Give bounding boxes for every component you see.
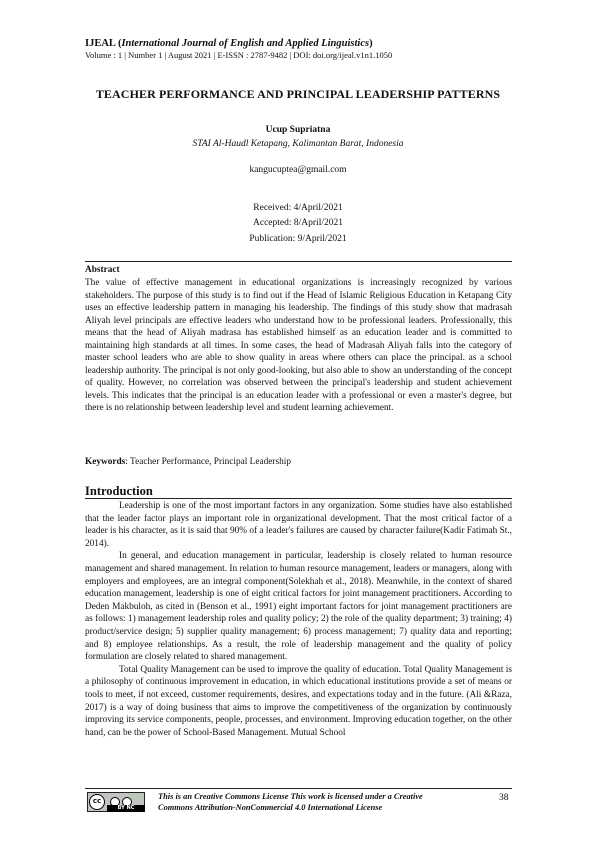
keywords-text: : Teacher Performance, Principal Leadership bbox=[125, 457, 291, 467]
footer-divider bbox=[85, 788, 512, 789]
journal-title: IJEAL (International Journal of English and Applied Linguistics) bbox=[85, 38, 373, 49]
introduction-body bbox=[85, 500, 512, 739]
section-divider bbox=[85, 498, 512, 499]
abstract-heading: Abstract bbox=[85, 265, 120, 275]
paragraph: In general, and education management in particular, leadership is closely related to human resource management and shared management. In relation to human resource management, leaders or managers, along with employers and employees, are an integral component(Solekhah et al., 2018). Meanwhile, in the context of shared education management, leadership is one of eight critical factors for joint management practitioners. According to Deden Makbuloh, as cited in (Benson et al., 1991) eight important factors for joint management practitioners are as follows: 1) management leadership roles and quality policy; 2) the role of the quality department; 3) training; 4) product/service design; 5) supplier quality management; 6) process management; 7) quality data and reporting; and 8) employee relationships. As a result, the role of leadership management and the quality of policy formulation are closely related to shared management. bbox=[85, 551, 512, 663]
cc-badge-text: BY NC bbox=[107, 805, 145, 812]
date-publication: Publication: 9/April/2021 bbox=[249, 234, 347, 244]
section-heading-introduction: Introduction bbox=[85, 484, 153, 498]
author-email: kangucuptea@gmail.com bbox=[249, 165, 347, 175]
author-affiliation: STAI Al-Haudl Ketapang, Kalimantan Barat, Indonesia bbox=[192, 139, 404, 149]
journal-meta: Volume : 1 | Number 1 | August 2021 | E-ISSN : 2787-9482 | DOI: doi.org/ijeal.v1n1.1050 bbox=[85, 50, 393, 60]
keywords-label: Keywords bbox=[85, 457, 126, 467]
abstract-text: The value of effective management in educational organizations is increasingly recognized by various stakeholders. The purpose of this study is to find out if the Head of Islamic Religious Education in Ketapang City uses an effective leadership pattern in managing his leadership. The findings of this study show that madrasah Aliyah level principals are effective leaders who understand how to be professional leaders. Professionally, this means that the head of Aliyah madrasa has established himself as an education leader and is committed to maintaining high standards at all times. In some cases, the head of Madrasah Aliyah falls into the category of master school leaders who are able to show quality in areas where others can place the principal. as a school leadership authority. The principal is not only good-looking, but also able to show an understanding of the concept of quality. However, no correlation was observed between the principal's leadership and student achievement levels. This indicates that the principal is an education leader with a professional or even a master's degree, but there is no relationship between leadership level and student learning achievement. bbox=[85, 278, 512, 414]
journal-header bbox=[85, 38, 515, 61]
author-name: Ucup Supriatna bbox=[265, 125, 331, 135]
license-line-1: This is an Creative Commons License This work is licensed under a Creative bbox=[158, 792, 423, 801]
license-line-2: Commons Attribution-NonCommercial 4.0 International License bbox=[158, 803, 383, 812]
abstract-divider bbox=[85, 261, 512, 262]
paragraph: Leadership is one of the most important factors in any organization. Some studies have also established that the leader factor plays an important role in organizational development. That the most critical factor of a leader is his character, as it is said that 90% of a leader's failures are caused by character failure(Kadir Fatimah St., 2014). bbox=[85, 501, 512, 549]
keywords bbox=[85, 456, 512, 468]
license-notice bbox=[158, 791, 458, 813]
article-title: TEACHER PERFORMANCE AND PRINCIPAL LEADERSHIP PATTERNS bbox=[95, 87, 501, 101]
page-number: 38 bbox=[499, 793, 509, 803]
date-received: Received: 4/April/2021 bbox=[253, 203, 343, 213]
license-icons bbox=[108, 794, 144, 805]
paragraph: Total Quality Management can be used to improve the quality of education. Total Quality Management is a philosophy of continuous improvement in education, in which educational institutions provide a set of means or tools to meet, if not exceed, customer requirements, desires, and expectations today and in the future. (Ali &Raza, 2017) is a way of doing business that aims to improve the competitiveness of the organization by continuously improving its service components, people, processes, and environment. Improving education together, on the other hand, can be the power of School-Based Management. Mutual School bbox=[85, 664, 512, 738]
date-accepted: Accepted: 8/April/2021 bbox=[253, 218, 343, 228]
creative-commons-badge bbox=[87, 792, 145, 812]
cc-icon: cc bbox=[89, 794, 105, 810]
